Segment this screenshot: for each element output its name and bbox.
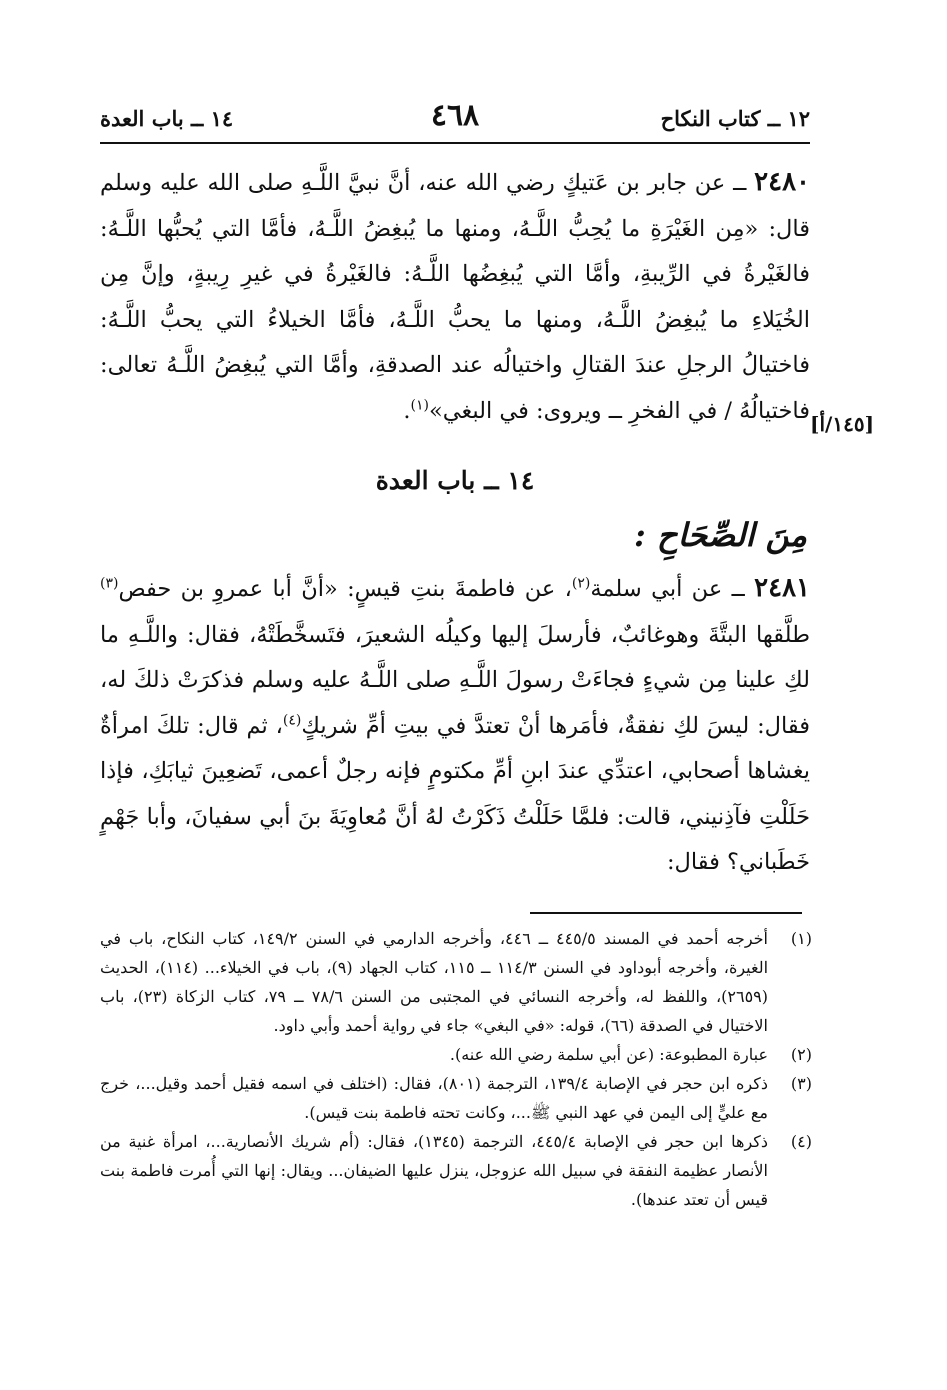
hadith-2481-paragraph <box>100 566 810 886</box>
page-number: ٤٦٨ <box>430 98 480 133</box>
hadith-2481 <box>100 566 810 886</box>
hadith-end: . <box>403 397 411 424</box>
section-subtitle: مِنَ الصِّحَاحِ : <box>633 516 807 554</box>
footnote-text: أخرجه أحمد في المسند ٤٤٥/٥ ــ ٤٤٦، وأخرجه الدارمي في السنن ١٤٩/٢، كتاب النكاح، باب في الغيرة، وأخرجه أبوداود في السنن ١١٤/٣ ــ ١١٥، كتاب الجهاد (٩)، باب في الخيلاء... (١١٤)، الحديث (٢٦٥٩)، واللفظ له، وأخرجه النسائي في المجتبى من السنن ٧٨/٦ ــ ٧٩، كتاب الزكاة (٢٣)، باب الاختيال في الصدقة (٦٦)، قوله: «في البغي» جاء في رواية أحمد وأبي داود. <box>100 929 769 1035</box>
hadith-2480-paragraph <box>100 160 810 434</box>
section-header: ١٤ ــ باب العدة <box>100 106 234 131</box>
footnote-number: (٣) <box>790 1074 812 1093</box>
footnote-text: ذكرها ابن حجر في الإصابة ٤٤٥/٤، الترجمة (١٣٤٥)، فقال: (أم شريك الأنصارية...، امرأة غنية من الأنصار عظيمة النفقة في سبيل الله عزوجل، ينزل عليها الضيفان... ويقال: إنها التي أُمرت فاطمة بنت قيس أن تعتد عندها). <box>100 1132 769 1209</box>
hadith-text: طلَّقها البتَّةَ وهوغائبٌ، فأرسلَ إليها وكيلُه الشعيرَ، فتَسخَّطَتْهُ، فقال: واللَّـهِ ما لكِ علينا مِن شيءٍ فجاءَتْ رسولَ اللَّـهِ صلى اللَّـهُ عليه وسلم فذكرَتْ ذلكَ له، فقال: ليسَ لكِ نفقةٌ، فأمَرها أنْ تعتدَّ في بيتِ أمِّ شريكٍ <box>100 621 810 739</box>
footnote-divider <box>530 912 802 914</box>
hadith-text: ، ثم قال: تلكَ امرأةٌ يغشاها أصحابي، اعتدِّي عندَ ابنِ أمِّ مكتومٍ فإنه رجلٌ أعمى، تَضعِينَ ثيابَكِ، فإذا حَلَلْتِ فآذِنيني، قالت: فلمَّا حَلَلْتُ ذَكَرْتُ لهُ أنَّ مُعاوِيَةَ بنَ أبي سفيانَ، وأبا جَهْمٍ خَطَباني؟ فقال: <box>100 712 810 875</box>
footnote-ref: (٢) <box>571 575 591 592</box>
footnote-text: ذكره ابن حجر في الإصابة ١٣٩/٤، الترجمة (٨٠١)، فقال: (اختلف في اسمه فقيل أحمد وقيل...، خرج مع عليٍّ إلى اليمن في عهد النبي ﷺ...، وكانت تحته فاطمة بنت قيس). <box>100 1074 769 1122</box>
hadith-text: ــ عن أبي سلمة <box>590 576 745 602</box>
hadith-2480 <box>100 160 810 434</box>
hadith-number: ٢٤٨١ <box>754 573 810 603</box>
footnote-number: (٢) <box>790 1045 812 1064</box>
manuscript-folio-note: [١٤٥/أ] <box>810 412 875 436</box>
footnote <box>100 1069 812 1127</box>
footnote <box>100 924 812 1040</box>
hadith-text: ــ عن جابر بن عَتيكٍ رضي الله عنه، أنَّ نبيَّ اللَّـهِ صلى الله عليه وسلم قال: «مِن الغَيْرَةِ ما يُحِبُّ اللَّـهُ، ومنها ما يُبغِضُ اللَّـهُ، فأمَّا التي يُحبُّها اللَّـهُ: فالغَيْرةُ في الرِّيبةِ، وأمَّا التي يُبغِضُها اللَّـهُ: فالغَيْرةُ في غيرِ رِيبةٍ، وإنَّ مِن الخُيَلاءِ ما يُبغِضُ اللَّـهُ، ومنها ما يحبُّ اللَّـهُ، فأمَّا الخيلاءُ التي يحبُّ اللَّـهُ: فاختيالُ الرجلِ عندَ القتالِ واختيالُه عند الصدقةِ، وأمَّا التي يُبغِضُ اللَّـهُ تعالى: فاختيالُهُ / في الفخرِ ــ ويروى: في البغي» <box>100 170 810 424</box>
chapter-title: ١٢ ــ كتاب النكاح <box>660 106 810 131</box>
hadith-number: ٢٤٨٠ <box>754 167 810 197</box>
footnote <box>100 1040 812 1069</box>
footnote-number: (١) <box>790 929 812 948</box>
page-header <box>100 96 810 144</box>
section-title: ١٤ ــ باب العدة <box>375 466 535 495</box>
footnote-ref: (١) <box>410 397 429 413</box>
footnote <box>100 1127 812 1214</box>
footnote-text: عبارة المطبوعة: (عن أبي سلمة رضي الله عنه). <box>449 1045 768 1064</box>
hadith-text: ، عن فاطمةَ بنتِ قيسٍ: «أنَّ أبا عمروِ بن حفص <box>118 576 572 602</box>
footnote-ref: (٤) <box>282 712 302 728</box>
footnote-ref: (٣) <box>100 575 119 592</box>
footnote-number: (٤) <box>790 1132 812 1151</box>
footnotes <box>100 924 812 1214</box>
